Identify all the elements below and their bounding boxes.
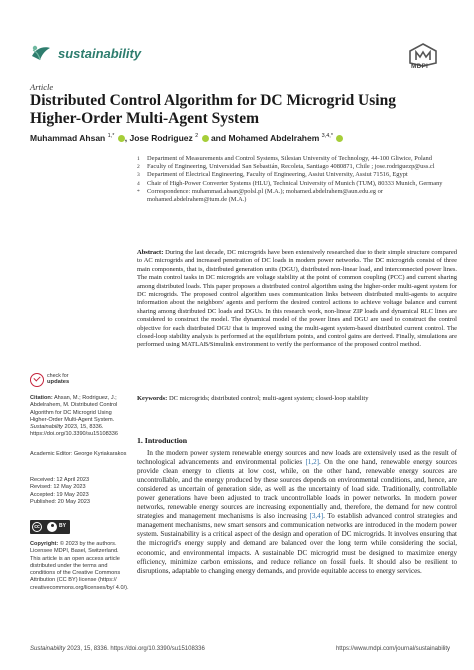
published-date: Published: 20 May 2023 <box>30 498 91 505</box>
affiliations <box>137 155 457 204</box>
citation-link[interactable]: [3,4] <box>309 512 324 521</box>
footer-url[interactable]: https://www.mdpi.com/journal/sustainability <box>335 646 450 652</box>
introduction-text: In the modern power system renewable energy sources and new loads are extensively used as the result of technological advancements and environmental policies [1,2]. On the one hand, renewable energy sources provide clean energy to clients at low cost, while, on the other hand, renewable energy sources are uncontrollable, and the energy produced by these sources depends on environmental conditions, and, hence, are considered as uncertain of generation side, as well as the uncertainty of load side. Traditionally, controllable power generations have been adjusted to track uncontrollable loads in power networks. In modern power networks, renewable energy sources are increasing exponentially and, therefore, the demand for new control strategies and management mechanisms is also increasing [3,4]. To establish advanced control strategies and management mechanisms, new smart sensors and communication networks are introduced in the modern power system. Sustainability is a critical aspect of the design and operation of DC microgrids. It involves ensuring that the microgrid's energy supply and demand are balanced over the long term while considering the social, economic, and environmental impacts. A sustainable DC microgrid must be designed to maximize energy efficiency, minimize carbon emissions, and reduce reliance on fossil fuels. It should also be resilient to disruptions, adaptable to changing energy demands, and provide equitable access to energy services. <box>137 449 458 575</box>
revised-date: Revised: 12 May 2023 <box>30 484 86 491</box>
section-heading: 1. Introduction <box>137 436 188 445</box>
author-affiliation-mark: 2 <box>195 133 199 140</box>
accepted-date: Accepted: 19 May 2023 <box>30 491 89 498</box>
orcid-icon[interactable] <box>336 135 343 142</box>
publisher-name: MDPI <box>411 63 429 70</box>
author-name: Muhammad Ahsan <box>30 133 106 143</box>
journal-name[interactable]: sustainability <box>58 46 142 61</box>
citation-link[interactable]: [1,2] <box>305 458 320 467</box>
sustainability-logo-icon <box>30 42 52 64</box>
footer-citation[interactable]: 2023, 15, 8336. https://doi.org/10.3390/su15108336 <box>65 646 205 652</box>
author-name: Mohamed Abdelrahem <box>228 133 320 143</box>
affiliation-item: 4 Chair of High-Power Converter Systems (HLU), Technical University of Munich (TUM), 80333 Munich, Germany <box>137 179 443 187</box>
abstract-label: Abstract: <box>137 249 164 256</box>
copyright-label: Copyright: <box>30 541 59 547</box>
orcid-icon[interactable] <box>118 135 125 142</box>
article-title: Distributed Control Algorithm for DC Microgrid Using Higher-Order Multi-Agent System <box>30 92 396 127</box>
check-for-updates-badge[interactable]: check for updates <box>30 372 90 390</box>
academic-editor: Academic Editor: George Kyriakarakos <box>30 451 127 457</box>
author-affiliation-mark: 1,* <box>107 133 115 140</box>
author-list: Muhammad Ahsan $^{1,*}$ , Jose Rodriguez $^2$ and Mohamed Abdelrahem $^{3,4,*}$ <box>30 133 450 143</box>
abstract <box>137 249 457 350</box>
page-footer <box>30 646 450 652</box>
citation-label: Citation: <box>30 395 53 401</box>
author-affiliation-mark: 3,4,* <box>321 133 333 140</box>
abstract-text: During the last decade, DC microgrids have been extensively researched due to their simple structure compared to AC microgrids and increased penetration of DC loads in modern power networks. The DC microgrids consist of three main components, that is, distributed generation units (DGU), distributed non-linear load, and interconnected power lines. The main control tasks in DC microgrids are voltage stability at the point of common coupling (PCC) and current sharing among distributed loads. This paper proposes a distributed control algorithm using the higher-order multi-agent system for DC microgrids. The proposed control algorithm uses communication links between distributed multi-agents to acquire information about the neighbors' agents and perform the desired control actions to achieve voltage balance and current sharing among distributed DC loads and DGUs. In this research work, non-linear ZIP loads and dynamical RLC lines are considered to construct the model. The dynamical model of the power lines and DGU are used to construct the control objective for each distributed DGU that is improved using the multi-agent system-based distributed current control. The closed-loop stability analysis is performed at the equilibrium points, and control gains are derived. Finally, simulations are performed using MATLAB/Simulink environment to verify the performance of the proposed control method. <box>137 249 458 349</box>
keywords-text: DC microgrids; distributed control; multi-agent system; closed-loop stability <box>168 395 369 402</box>
author-name: Jose Rodriguez <box>129 133 193 143</box>
journal-header <box>0 0 474 70</box>
copyright-block: Copyright: © 2023 by the authors. Licensee MDPI, Basel, Switzerland. This article is an open access article distributed under the terms and conditions of the Creative Commons Attribution (CC BY) license (https:// creativecommons.org/licenses/by/ 4.0/). <box>30 541 129 591</box>
check-icon <box>30 373 44 387</box>
correspondence: * Correspondence: muhammad.ahsan@polsl.pl (M.A.); mohamed.abdelrahem@aun.edu.eg or mohamed.abdelrahem@tum.de (M.A.) <box>137 187 383 204</box>
cc-icon: cc <box>32 522 42 532</box>
article-type: Article <box>30 82 54 92</box>
received-date: Received: 12 April 2023 <box>30 477 90 483</box>
cc-by-license-badge[interactable]: cc BY <box>30 520 70 534</box>
keywords <box>137 395 457 403</box>
footer-journal: Sustainability <box>30 646 66 652</box>
publication-dates <box>30 477 130 506</box>
affiliation-item: 3 Department of Electrical Engineering, Faculty of Engineering, Assiut University, Assiut 71516, Egypt <box>137 171 408 179</box>
orcid-icon[interactable] <box>202 135 209 142</box>
affiliation-item: 2 Faculty of Engineering, Universidad San Sebastián, Recoleta, Santiago 4080871, Chile ; jose.rodriguezp@uss.cl <box>137 163 435 171</box>
citation-block: Citation: Ahsan, M.; Rodriguez, J.; Abdelrahem, M. Distributed Control Algorithm for DC Microgrid Using Higher-Order Multi-Agent System. Sustainability 2023, 15, 8336. https://doi.org/10.3390/su15108336 <box>30 395 119 438</box>
attribution-icon <box>47 522 57 532</box>
affiliation-item: 1 Department of Measurements and Control Systems, Silesian University of Technology, 44-100 Gliwice, Poland <box>137 155 432 162</box>
keywords-label: Keywords: <box>137 395 168 402</box>
